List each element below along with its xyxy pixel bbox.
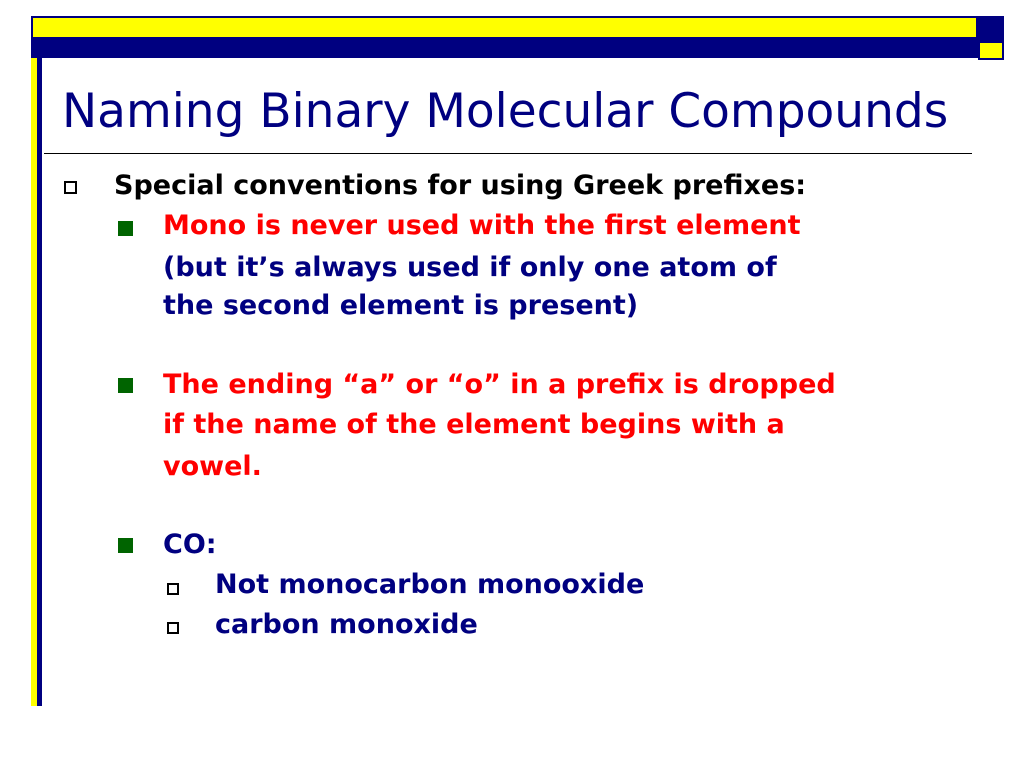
point-1-line-3: the second element is present) [163,290,639,321]
slide-title: Naming Binary Molecular Compounds [62,84,949,139]
heading-text: Special conventions for using Greek prefixes: [114,170,807,201]
green-square-bullet-icon [118,538,133,553]
point-1-line-2: (but it’s always used if only one atom of [163,252,777,283]
point-2-line-2: if the name of the element begins with a [163,409,785,440]
point-1-line-1: Mono is never used with the first element [163,210,801,241]
point-2-line-1: The ending “a” or “o” in a prefix is dropped [163,369,836,400]
point-2-line-3: vowel. [163,451,262,482]
green-square-bullet-icon [118,378,133,393]
green-square-bullet-icon [118,221,133,236]
point-3-label: CO: [163,529,217,560]
hollow-square-bullet-icon [167,583,179,595]
subpoint-2: carbon monoxide [215,609,478,640]
subpoint-1: Not monocarbon monooxide [215,569,645,600]
hollow-square-bullet-icon [64,181,77,194]
hollow-square-bullet-icon [167,622,179,634]
